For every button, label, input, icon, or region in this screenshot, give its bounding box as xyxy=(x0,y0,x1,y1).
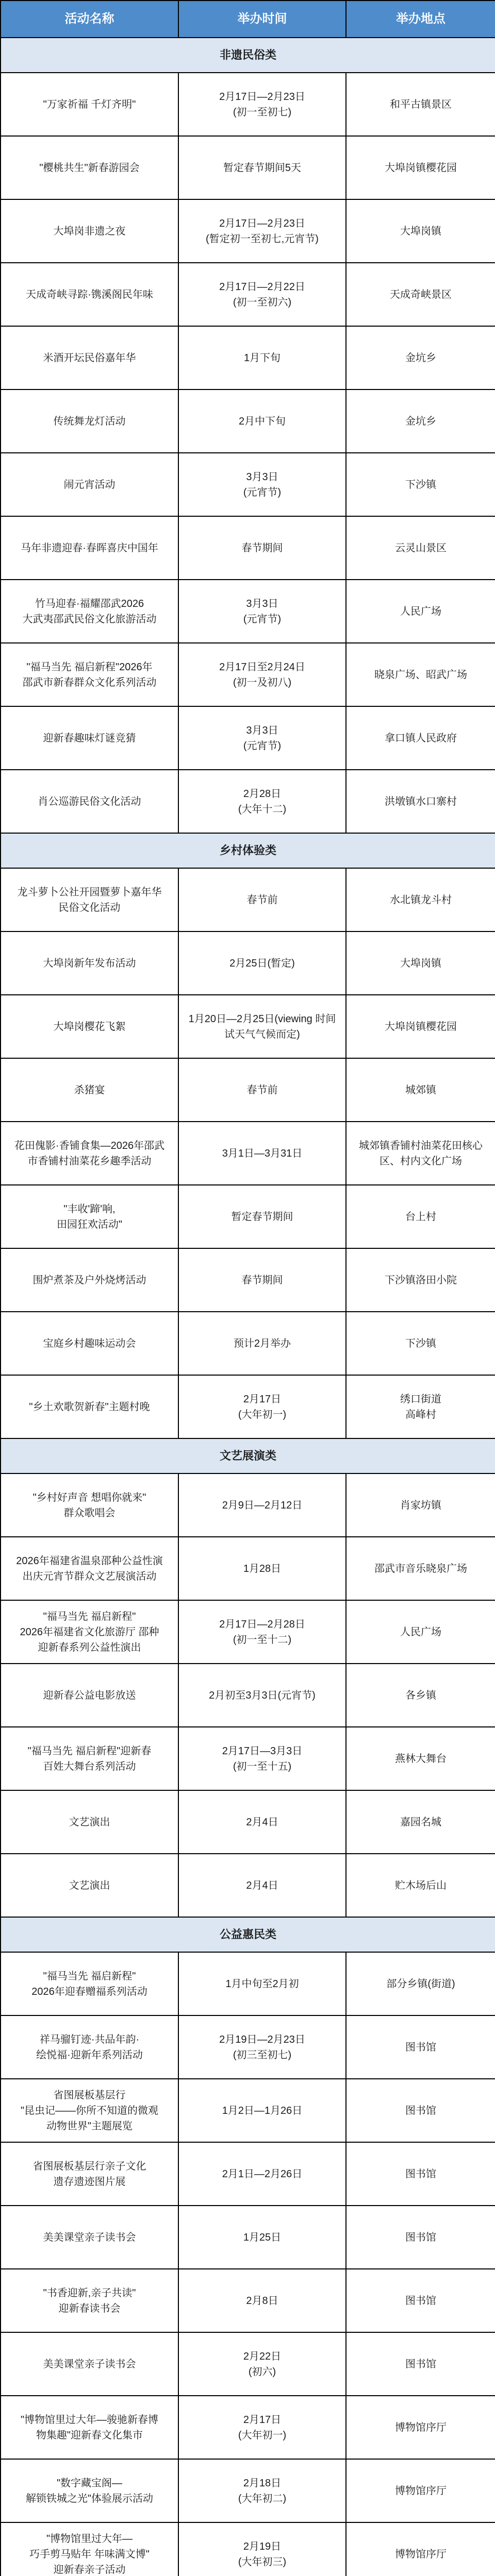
table-row xyxy=(1,580,495,643)
table-row xyxy=(1,643,495,706)
activity-location-cell: 金坑乡 xyxy=(346,326,495,389)
table-row xyxy=(1,706,495,770)
activity-location-cell: 人民广场 xyxy=(346,580,495,643)
activity-time-cell: 2月初至3月3日(元宵节) xyxy=(178,1664,346,1727)
activity-name-cell: 马年非遗迎春·春晖喜庆中国年 xyxy=(1,516,178,580)
table-row xyxy=(1,2332,495,2396)
activity-name-cell: 肖公巡游民俗文化活动 xyxy=(1,770,178,833)
activity-location-cell: 拿口镇人民政府 xyxy=(346,706,495,770)
activity-time-cell: 1月20日—2月25日(viewing 时间 试天气气候而定) xyxy=(178,995,346,1058)
section-header-row xyxy=(1,833,495,868)
activity-time-cell: 2月中下旬 xyxy=(178,389,346,453)
table-row xyxy=(1,516,495,580)
activity-name-cell: 迎新春公益电影放送 xyxy=(1,1664,178,1727)
activity-name-cell: 迎新春趣味灯谜竞猜 xyxy=(1,706,178,770)
activity-name-cell: 文艺演出 xyxy=(1,1790,178,1854)
table-row xyxy=(1,1664,495,1727)
activity-location-cell: 和平古镇景区 xyxy=(346,73,495,136)
activity-name-cell: 省图展板基层行 "昆虫记——你所不知道的微观 动物世界"主题展览 xyxy=(1,2079,178,2142)
activity-location-cell: 人民广场 xyxy=(346,1600,495,1664)
activity-name-cell: 大埠岗非遗之夜 xyxy=(1,199,178,263)
table-row xyxy=(1,995,495,1058)
activity-location-cell: 大埠岗镇 xyxy=(346,931,495,995)
activity-name-cell: 花田傀影·香铺食集—2026年邵武 市香铺村油菜花乡趣季活动 xyxy=(1,1122,178,1185)
activity-time-cell: 2月4日 xyxy=(178,1854,346,1917)
table-header-row xyxy=(1,1,495,38)
activity-location-cell: 水北镇龙斗村 xyxy=(346,868,495,931)
section-header-row xyxy=(1,1438,495,1473)
header-time: 举办时间 xyxy=(178,1,346,38)
activity-time-cell: 1月25日 xyxy=(178,2206,346,2269)
activity-time-cell: 2月17日至2月24日 (初一及初八) xyxy=(178,643,346,706)
table-row xyxy=(1,73,495,136)
activity-name-cell: 2026年福建省温泉邵种公益性演 出庆元宵节群众文艺展演活动 xyxy=(1,1537,178,1600)
table-row xyxy=(1,1537,495,1600)
activity-time-cell: 3月3日 (元宵节) xyxy=(178,453,346,516)
activity-location-cell: 城郊镇 xyxy=(346,1058,495,1122)
activity-location-cell: 博物馆序厅 xyxy=(346,2522,495,2576)
activity-location-cell: 邵武市音乐晓泉广场 xyxy=(346,1537,495,1600)
activity-location-cell: 图书馆 xyxy=(346,2269,495,2332)
activity-location-cell: 下沙镇 xyxy=(346,1312,495,1375)
activity-location-cell: 云灵山景区 xyxy=(346,516,495,580)
activity-time-cell: 2月22日 (初六) xyxy=(178,2332,346,2396)
activity-time-cell: 2月17日—2月22日 (初一至初六) xyxy=(178,263,346,326)
activity-location-cell: 图书馆 xyxy=(346,2332,495,2396)
table-row xyxy=(1,770,495,833)
table-row xyxy=(1,1727,495,1790)
table-row xyxy=(1,453,495,516)
activity-location-cell: 下沙镇洛田小院 xyxy=(346,1248,495,1312)
activity-time-cell: 2月17日—2月28日 (初一至十二) xyxy=(178,1600,346,1664)
activity-name-cell: "万家祈福 千灯齐明" xyxy=(1,73,178,136)
activity-name-cell: "福马当先 福启新程" 2026年迎春赠福系列活动 xyxy=(1,1952,178,2015)
activity-time-cell: 春节前 xyxy=(178,1058,346,1122)
activity-name-cell: "乡村好声音 想唱你就来" 群众歌唱会 xyxy=(1,1473,178,1537)
activity-time-cell: 2月19日 (大年初三) xyxy=(178,2522,346,2576)
activity-name-cell: "博物馆里过大年— 巧手剪马贴年 年味满文博" 迎新春亲子活动 xyxy=(1,2522,178,2576)
activity-location-cell: 博物馆序厅 xyxy=(346,2459,495,2522)
table-row xyxy=(1,1600,495,1664)
activity-name-cell: "乡土欢歌贺新春"主题村晚 xyxy=(1,1375,178,1438)
activity-location-cell: 贮木场后山 xyxy=(346,1854,495,1917)
activity-name-cell: 宝庭乡村趣味运动会 xyxy=(1,1312,178,1375)
section-title: 非遗民俗类 xyxy=(1,38,495,73)
activity-time-cell: 2月18日 (大年初二) xyxy=(178,2459,346,2522)
activity-name-cell: "博物馆里过大年—骏驰新春博 物集趣"迎新春文化集市 xyxy=(1,2396,178,2459)
activity-name-cell: 祥马骝钉迹·共品年韵· 绘悦福·迎新年系列活动 xyxy=(1,2015,178,2079)
activity-location-cell: 图书馆 xyxy=(346,2206,495,2269)
table-row xyxy=(1,326,495,389)
header-location: 举办地点 xyxy=(346,1,495,38)
table-row xyxy=(1,2459,495,2522)
activity-location-cell: 图书馆 xyxy=(346,2079,495,2142)
activity-time-cell: 2月19日—2月23日 (初三至初七) xyxy=(178,2015,346,2079)
activity-location-cell: 天成奇峡景区 xyxy=(346,263,495,326)
activity-name-cell: "丰收'蹄'响, 田园狂欢活动" xyxy=(1,1185,178,1248)
table-row xyxy=(1,2396,495,2459)
activity-time-cell: 3月1日—3月31日 xyxy=(178,1122,346,1185)
activity-location-cell: 各乡镇 xyxy=(346,1664,495,1727)
activity-location-cell: 大埠岗镇樱花园 xyxy=(346,995,495,1058)
activity-location-cell: 金坑乡 xyxy=(346,389,495,453)
activity-name-cell: 天成奇峡寻踪·镌溪阁民年味 xyxy=(1,263,178,326)
table-row xyxy=(1,1312,495,1375)
section-header-row xyxy=(1,38,495,73)
activity-location-cell: 大埠岗镇樱花园 xyxy=(346,136,495,199)
table-row xyxy=(1,2015,495,2079)
activity-time-cell: 2月4日 xyxy=(178,1790,346,1854)
activity-name-cell: "樱桃共生"新春游园会 xyxy=(1,136,178,199)
table-row xyxy=(1,263,495,326)
table-row xyxy=(1,1952,495,2015)
table-row xyxy=(1,2269,495,2332)
table-row xyxy=(1,2206,495,2269)
activity-time-cell: 1月2日—1月26日 xyxy=(178,2079,346,2142)
activity-location-cell: 嘉园名城 xyxy=(346,1790,495,1854)
activity-time-cell: 1月28日 xyxy=(178,1537,346,1600)
activity-name-cell: 杀猪宴 xyxy=(1,1058,178,1122)
activity-name-cell: 省图展板基层行亲子文化 遗存遗迹图片展 xyxy=(1,2142,178,2206)
activity-name-cell: 文艺演出 xyxy=(1,1854,178,1917)
activity-location-cell: 洪墩镇水口寨村 xyxy=(346,770,495,833)
activity-time-cell: 2月25日(暂定) xyxy=(178,931,346,995)
activity-name-cell: "书香迎新,亲子共读" 迎新春读书会 xyxy=(1,2269,178,2332)
activity-location-cell: 绣口街道 高峰村 xyxy=(346,1375,495,1438)
section-title: 乡村体验类 xyxy=(1,833,495,868)
activity-location-cell: 大埠岗镇 xyxy=(346,199,495,263)
activity-time-cell: 暂定春节期间5天 xyxy=(178,136,346,199)
activity-location-cell: 下沙镇 xyxy=(346,453,495,516)
activity-time-cell: 预计2月举办 xyxy=(178,1312,346,1375)
activity-time-cell: 春节前 xyxy=(178,868,346,931)
activity-time-cell: 1月下旬 xyxy=(178,326,346,389)
section-title: 公益惠民类 xyxy=(1,1917,495,1952)
activity-name-cell: 传统舞龙灯活动 xyxy=(1,389,178,453)
activity-time-cell: 2月17日—2月23日 (初一至初七) xyxy=(178,73,346,136)
table-row xyxy=(1,1790,495,1854)
table-row xyxy=(1,1248,495,1312)
activity-name-cell: 围炉煮茶及户外烧烤活动 xyxy=(1,1248,178,1312)
table-row xyxy=(1,389,495,453)
activity-name-cell: 美美课堂亲子读书会 xyxy=(1,2206,178,2269)
activity-name-cell: "福马当先 福启新程" 2026年福建省文化旅游厅 邵种 迎新春系列公益性演出 xyxy=(1,1600,178,1664)
activity-time-cell: 2月17日 (大年初一) xyxy=(178,1375,346,1438)
activity-time-cell: 1月中旬至2月初 xyxy=(178,1952,346,2015)
activity-time-cell: 2月17日—3月3日 (初一至十五) xyxy=(178,1727,346,1790)
activity-location-cell: 部分乡镇(街道) xyxy=(346,1952,495,2015)
table-row xyxy=(1,1058,495,1122)
activity-name-cell: 美美课堂亲子读书会 xyxy=(1,2332,178,2396)
activity-name-cell: 竹马迎春·福耀邵武2026 大武夷邵武民俗文化旅游活动 xyxy=(1,580,178,643)
activity-time-cell: 暂定春节期间 xyxy=(178,1185,346,1248)
table-row xyxy=(1,136,495,199)
activity-name-cell: 大埠岗新年发布活动 xyxy=(1,931,178,995)
activity-name-cell: 米酒开坛民俗嘉年华 xyxy=(1,326,178,389)
table-row xyxy=(1,199,495,263)
activity-time-cell: 2月9日—2月12日 xyxy=(178,1473,346,1537)
activity-name-cell: "福马当先 福启新程"迎新春 百姓大舞台系列活动 xyxy=(1,1727,178,1790)
table-row xyxy=(1,1375,495,1438)
activity-time-cell: 3月3日 (元宵节) xyxy=(178,580,346,643)
activity-name-cell: "福马当先 福启新程"2026年 邵武市新春群众文化系列活动 xyxy=(1,643,178,706)
table-row xyxy=(1,2079,495,2142)
activity-time-cell: 2月1日—2月26日 xyxy=(178,2142,346,2206)
activity-time-cell: 2月28日 (大年十二) xyxy=(178,770,346,833)
header-activity-name: 活动名称 xyxy=(1,1,178,38)
table-row xyxy=(1,1473,495,1537)
table-row xyxy=(1,2522,495,2576)
activity-name-cell: 闹元宵活动 xyxy=(1,453,178,516)
activity-time-cell: 2月17日—2月23日 (暂定初一至初七,元宵节) xyxy=(178,199,346,263)
table-row xyxy=(1,931,495,995)
table-row xyxy=(1,2142,495,2206)
activity-location-cell: 城郊镇香铺村油菜花田核心 区、村内文化广场 xyxy=(346,1122,495,1185)
activity-name-cell: 龙斗萝卜公社开园暨萝卜嘉年华 民俗文化活动 xyxy=(1,868,178,931)
activity-location-cell: 图书馆 xyxy=(346,2142,495,2206)
table-body xyxy=(1,38,495,2576)
activity-location-cell: 博物馆序厅 xyxy=(346,2396,495,2459)
activity-time-cell: 春节期间 xyxy=(178,1248,346,1312)
table-row xyxy=(1,868,495,931)
activity-location-cell: 图书馆 xyxy=(346,2015,495,2079)
activity-time-cell: 2月17日 (大年初一) xyxy=(178,2396,346,2459)
activity-name-cell: 大埠岗樱花飞絮 xyxy=(1,995,178,1058)
activity-location-cell: 燕林大舞台 xyxy=(346,1727,495,1790)
activity-location-cell: 肖家坊镇 xyxy=(346,1473,495,1537)
section-header-row xyxy=(1,1917,495,1952)
activity-name-cell: "数字藏宝阁— 解锁铁城之光"体验展示活动 xyxy=(1,2459,178,2522)
activity-location-cell: 台上村 xyxy=(346,1185,495,1248)
activity-time-cell: 2月8日 xyxy=(178,2269,346,2332)
table-row xyxy=(1,1854,495,1917)
activity-time-cell: 3月3日 (元宵节) xyxy=(178,706,346,770)
table-row xyxy=(1,1122,495,1185)
activity-time-cell: 春节期间 xyxy=(178,516,346,580)
section-title: 文艺展演类 xyxy=(1,1438,495,1473)
table-row xyxy=(1,1185,495,1248)
activity-location-cell: 晓泉广场、昭武广场 xyxy=(346,643,495,706)
